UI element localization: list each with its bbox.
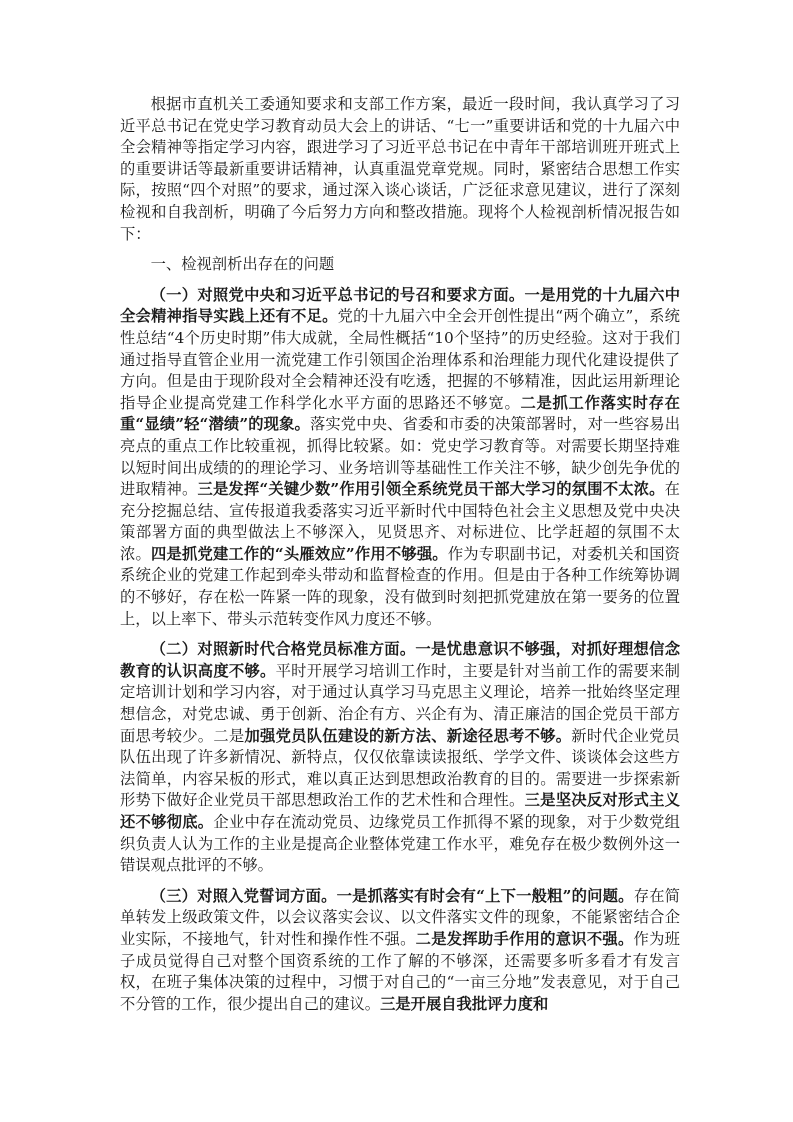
body-text: 作为班子成员觉得自己对整个国资系统的工作了解的不够深，还需要多听多看才有发言权，在班子集体决策的过程中，习惯于对自己的“一亩三分地”发表意见，对于自己不分管的工作，很少提出自己的建议。	[120, 929, 680, 1013]
body-text: 在充分挖掘总结、宣传报道我委落实习近平新时代中国特色社会主义思想及党中央决策部署方面的典型做法上不够深入，见贤思齐、对标进位、比学赶超的氛围不太浓。	[120, 480, 680, 563]
bold-point: 二是发挥助手作用的意识不强。	[415, 929, 634, 948]
body-text: 党的十九届六中全会开创性提出“两个确立”，系统性总结“4个历史时期”伟大成就，全局性概括“10个坚持”的历史经验。这对于我们通过指导直管企业用一流党建工作引领国企治理体系和治理能力现代化建设提供了方向。但是由于现阶段对全会精神还没有吃透，把握的不够精准，因此运用新理论指导企业提高党建工作科学化水平方面的思路还不够宽。	[120, 307, 680, 412]
bold-point: 一是用党的十九届六中全会精神指导实践上还有不足。	[120, 285, 680, 326]
document-page	[120, 94, 680, 1015]
section-heading: 一、检视剖析出存在的问题	[150, 255, 335, 274]
paragraph-2	[120, 639, 680, 877]
body-text: 存在简单转发上级政策文件，以会议落实会议、以文件落实文件的现象，不能紧密结合企业实际，不接地气，针对性和操作性不强。	[120, 886, 680, 948]
bold-point: 二是抓工作落实时存在重“显绩”轻“潜绩”的现象。	[120, 393, 680, 434]
bold-point: 三是坚决反对形式主义还不够彻底。	[120, 791, 680, 831]
bold-point: 四是抓党建工作的“头雁效应”作用不够强。	[150, 544, 448, 563]
subsection-title: （二）对照新时代合格党员标准方面。一是忧患意识不够强，对抓好理想信念教育的认识高度不够。	[120, 640, 680, 680]
intro-paragraph: 根据市直机关工委通知要求和支部工作方案，最近一段时间，我认真学习了习近平总书记在党史学习教育动员大会上的讲话、“七一”重要讲话和党的十九届六中全会精神等指定学习内容，跟进学习了习近平总书记在中青年干部培训班开班式上的重要讲话等最新重要讲话精神，认真重温党章党规。同时，紧密结合思想工作实际，按照“四个对照”的要求，通过深入谈心谈话，广泛征求意见建议，进行了深刻检视和自我剖析，明确了今后努力方向和整改措施。现将个人检视剖析情况报告如下：	[120, 95, 680, 243]
body-text: 平时开展学习培训工作时，主要是针对当前工作的需要来制定培训计划和学习内容，对于通过认真学习马克思主义理论，培养一批始终坚定理想信念，对党忠诚、勇于创新、治企有方、兴企有为、清正廉洁的国企党员干部方面思考较少。二是	[120, 661, 680, 745]
bold-point: 三是开展自我批评力度和	[380, 994, 549, 1013]
paragraph-3	[120, 886, 680, 1016]
subsection-title: （一）对照党中央和习近平总书记的号召和要求方面。	[150, 285, 525, 304]
body-text: 作为专职副书记，对委机关和国资系统企业的党建工作起到牵头带动和监督检查的作用。但是由于各种工作统筹协调的不够好，存在松一阵紧一阵的现象，没有做到时刻把抓党建放在第一要务的位置上，以上率下、带头示范转变作风力度还不够。	[120, 544, 680, 628]
body-text: 落实党中央、省委和市委的决策部署时，对一些容易出亮点的重点工作比较重视，抓得比较紧。如：党史学习教育等。对需要长期坚持难以短时间出成绩的的理论学习、业务培训等基础性工作关注不够，缺少创先争优的进取精神。	[120, 415, 680, 499]
paragraph-1	[120, 285, 680, 631]
body-text: 企业中存在流动党员、边缘党员工作抓得不紧的现象，对于少数党组织负责人认为工作的主业是提高企业整体党建工作水平，难免存在极少数例外这一错误观点批评的不够。	[120, 813, 680, 875]
body-text: 新时代企业党员队伍出现了许多新情况、新特点，仅仅依靠读读报纸、学学文件、谈谈体会这些方法简单，内容呆板的形式，难以真正达到思想政治教育的目的。需要进一步探索新形势下做好企业党员干部思想政治工作的艺术性和合理性。	[120, 726, 680, 810]
bold-point: 加强党员队伍建设的新方法、新途径思考不够。	[244, 726, 572, 745]
bold-point: 三是发挥“关键少数”作用引领全系统党员干部大学习的氛围不太浓。	[197, 480, 665, 499]
subsection-title: （三）对照入党誓词方面。一是抓落实有时会有“上下一般粗”的问题。	[150, 886, 634, 905]
